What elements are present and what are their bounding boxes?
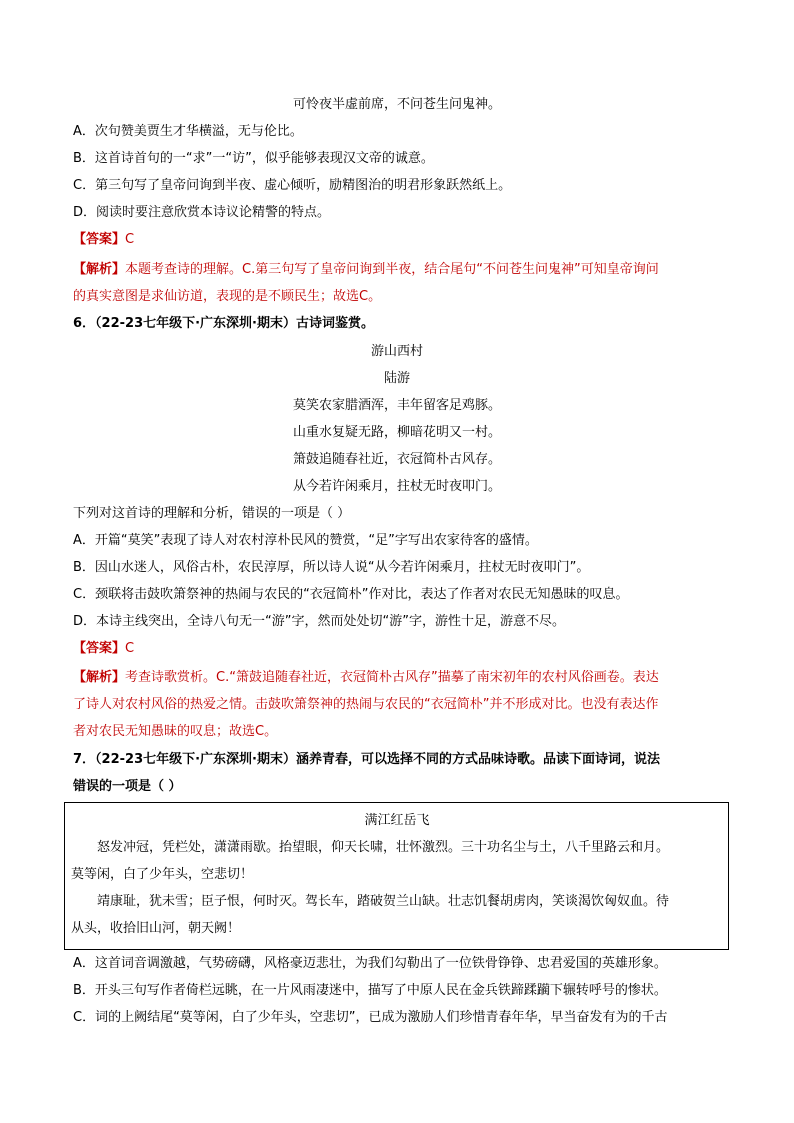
poem-line: 从头，收拾旧山河，朝天阙！ — [71, 921, 241, 936]
explanation-text: 者对农民无知愚昧的叹息；故选C。 — [73, 724, 278, 739]
answer-value: C — [125, 232, 135, 247]
poem-line: 可怜夜半虚前席，不问苍生问鬼神。 — [292, 97, 501, 112]
answer-label: 【答案】 — [73, 232, 126, 247]
poem-author: 陆游 — [383, 371, 410, 386]
option-c: C．词的上阙结尾“莫等闲，白了少年头，空悲切”，已成为激励人们珍惜青春年华，早当奋发有为的千古 — [73, 1010, 668, 1025]
option-b: B．这首诗首句的一“求”一“访”，似乎能够表现汉文帝的诚意。 — [73, 151, 434, 166]
question-stem: 下列对这首诗的理解和分析，错误的一项是（ ） — [73, 506, 351, 521]
option-c: C．第三句写了皇帝问询到半夜、虚心倾听，励精图治的明君形象跃然纸上。 — [73, 178, 512, 193]
option-b: B．开头三句写作者倚栏远眺，在一片风雨凄迷中，描写了中原人民在金兵铁蹄蹂躏下辗转呼号的惨状。 — [73, 983, 667, 998]
option-a: A．这首词音调激越，气势磅礴，风格豪迈悲壮，为我们勾勒出了一位铁骨铮铮、忠君爱国的英雄形象。 — [73, 956, 667, 971]
explanation-label: 【解析】 — [73, 262, 126, 277]
explanation-text: 本题考查诗的理解。C.第三句写了皇帝问询到半夜，结合尾句“不问苍生问鬼神”可知皇帝询问 — [125, 262, 659, 277]
option-a: A．开篇“莫笑”表现了诗人对农村淳朴民风的赞赏，“足”字写出农家待客的盛情。 — [73, 533, 538, 548]
answer-row — [73, 641, 134, 657]
option-b: B．因山水迷人，风俗古朴，农民淳厚，所以诗人说“从今若许闲乘月，拄杖无时夜叩门”。 — [73, 560, 590, 575]
question-header: 6．（22-23七年级下·广东深圳·期末）古诗词鉴赏。 — [73, 316, 374, 331]
question-header: 7．（22-23七年级下·广东深圳·期末）涵养青春，可以选择不同的方式品味诗歌。品读下面诗词，说法 — [73, 752, 661, 767]
poem-line: 靖康耻，犹未雪；臣子恨，何时灭。驾长车，踏破贺兰山缺。壮志饥餐胡虏肉，笑谈渴饮匈奴血。待 — [71, 894, 670, 909]
poem-line: 山重水复疑无路，柳暗花明又一村。 — [292, 425, 501, 440]
explanation-text: 的真实意图是求仙访道，表现的是不顾民生；故选C。 — [73, 289, 382, 304]
poem-title: 游山西村 — [370, 344, 423, 359]
poem-line: 箫鼓追随春社近，衣冠简朴古风存。 — [292, 452, 501, 467]
explanation-label: 【解析】 — [73, 670, 126, 685]
option-d: D．本诗主线突出，全诗八句无一“游”字，然而处处切“游”字，游性十足，游意不尽。 — [73, 614, 565, 629]
poem-title: 满江红岳飞 — [364, 813, 430, 828]
explanation-text: 考查诗歌赏析。C.“箫鼓追随春社近，衣冠简朴古风存”描摹了南宋初年的农村风俗画卷。表达 — [125, 670, 659, 685]
question-header: 错误的一项是（ ） — [73, 779, 182, 794]
answer-row — [73, 232, 134, 248]
explanation-row — [73, 670, 659, 686]
answer-value: C — [125, 641, 135, 656]
poem-line: 莫笑农家腊酒浑，丰年留客足鸡豚。 — [292, 398, 501, 413]
option-c: C．颈联将击鼓吹箫祭神的热闹与农民的“衣冠简朴”作对比，表达了作者对农民无知愚昧的叹息。 — [73, 587, 629, 602]
explanation-text: 了诗人对农村风俗的热爱之情。击鼓吹箫祭神的热闹与农民的“衣冠简朴”并不形成对比。也没有表达作 — [73, 697, 659, 712]
poem-line: 从今若许闲乘月，拄杖无时夜叩门。 — [292, 479, 501, 494]
option-d: D．阅读时要注意欣赏本诗议论精警的特点。 — [73, 205, 331, 220]
answer-label: 【答案】 — [73, 641, 126, 656]
option-a: A．次句赞美贾生才华横溢，无与伦比。 — [73, 124, 303, 139]
poem-line: 莫等闲，白了少年头，空悲切！ — [71, 867, 254, 882]
explanation-row — [73, 262, 659, 278]
poem-line: 怒发冲冠，凭栏处，潇潇雨歇。抬望眼，仰天长啸，壮怀激烈。三十功名尘与土，八千里路云和月。 — [71, 840, 670, 855]
